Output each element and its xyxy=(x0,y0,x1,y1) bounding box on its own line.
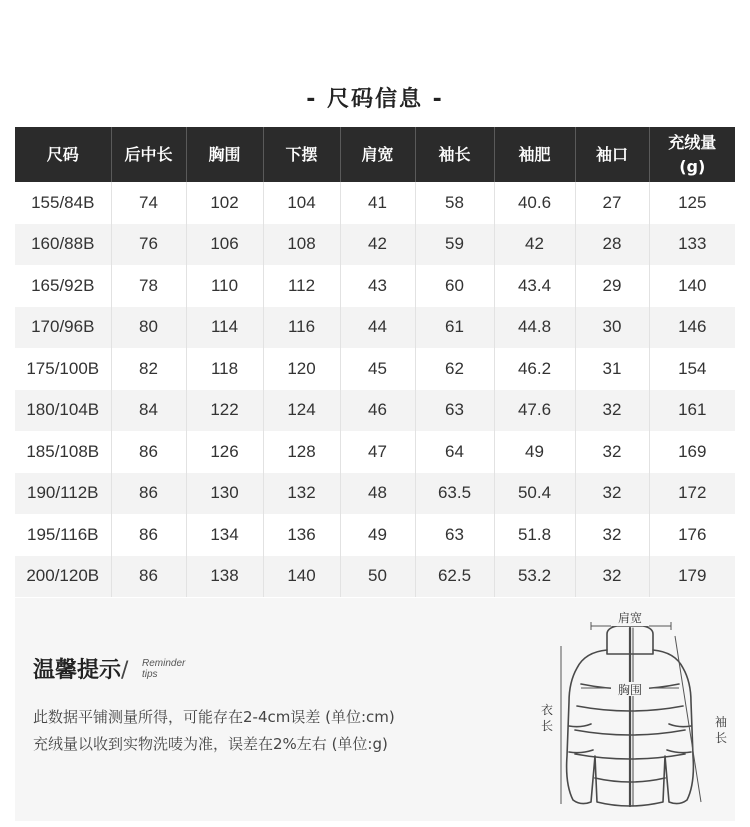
page-title: - 尺码信息 - xyxy=(306,87,444,112)
header-fill-weight-unit: (g) xyxy=(679,156,706,176)
cell-fill-weight: 146 xyxy=(649,307,735,349)
shoulder-label: 肩宽 xyxy=(617,611,643,625)
sleeve-label-top: 袖 xyxy=(714,715,728,729)
cell-sleeve-length: 63.5 xyxy=(415,473,494,515)
table-row xyxy=(15,514,735,556)
cell-sleeve-width: 49 xyxy=(494,431,575,473)
cell-sleeve-width: 47.6 xyxy=(494,390,575,432)
jacket-quilt-line xyxy=(669,724,691,727)
cell-chest: 102 xyxy=(186,182,263,224)
cell-back-length: 86 xyxy=(111,556,186,598)
table-row xyxy=(15,265,735,307)
tips-title xyxy=(33,653,128,684)
cell-fill-weight: 176 xyxy=(649,514,735,556)
cell-hem: 128 xyxy=(263,431,340,473)
cell-shoulder: 47 xyxy=(340,431,415,473)
cell-sleeve-length: 60 xyxy=(415,265,494,307)
table-row xyxy=(15,431,735,473)
cell-chest: 138 xyxy=(186,556,263,598)
header-sleeve-width: 袖肥 xyxy=(494,127,575,182)
cell-fill-weight: 172 xyxy=(649,473,735,515)
sleeve-label-bottom: 长 xyxy=(714,731,728,745)
cell-cuff: 32 xyxy=(575,556,649,598)
tips-title-slash: / xyxy=(121,658,129,683)
cell-size: 185/108B xyxy=(15,431,111,473)
cell-chest: 118 xyxy=(186,348,263,390)
cell-fill-weight: 133 xyxy=(649,224,735,266)
cell-back-length: 80 xyxy=(111,307,186,349)
jacket-quilt-line xyxy=(569,750,593,753)
cell-back-length: 82 xyxy=(111,348,186,390)
cell-back-length: 86 xyxy=(111,431,186,473)
tips-box xyxy=(15,598,735,821)
cell-hem: 104 xyxy=(263,182,340,224)
tips-subtitle xyxy=(142,658,185,680)
cell-cuff: 32 xyxy=(575,473,649,515)
tips-title-text: 温馨提示 xyxy=(33,658,122,683)
cell-chest: 106 xyxy=(186,224,263,266)
cell-cuff: 29 xyxy=(575,265,649,307)
cell-sleeve-length: 59 xyxy=(415,224,494,266)
cell-fill-weight: 154 xyxy=(649,348,735,390)
cell-size: 160/88B xyxy=(15,224,111,266)
cell-shoulder: 48 xyxy=(340,473,415,515)
cell-cuff: 32 xyxy=(575,514,649,556)
header-shoulder: 肩宽 xyxy=(340,127,415,182)
table-body xyxy=(15,182,735,597)
cell-size: 175/100B xyxy=(15,348,111,390)
header-chest: 胸围 xyxy=(186,127,263,182)
cell-sleeve-width: 51.8 xyxy=(494,514,575,556)
jacket-quilt-line xyxy=(667,750,691,753)
cell-hem: 112 xyxy=(263,265,340,307)
cell-cuff: 31 xyxy=(575,348,649,390)
cell-size: 195/116B xyxy=(15,514,111,556)
table-row xyxy=(15,224,735,266)
cell-shoulder: 44 xyxy=(340,307,415,349)
table-row xyxy=(15,556,735,598)
cell-sleeve-width: 43.4 xyxy=(494,265,575,307)
cell-size: 200/120B xyxy=(15,556,111,598)
cell-fill-weight: 169 xyxy=(649,431,735,473)
table-header-row xyxy=(15,127,735,182)
cell-sleeve-length: 64 xyxy=(415,431,494,473)
cell-chest: 126 xyxy=(186,431,263,473)
cell-cuff: 28 xyxy=(575,224,649,266)
length-label-top: 衣 xyxy=(540,703,554,717)
cell-size: 170/96B xyxy=(15,307,111,349)
sleeve-measure-line xyxy=(675,636,701,802)
cell-shoulder: 46 xyxy=(340,390,415,432)
cell-fill-weight: 140 xyxy=(649,265,735,307)
cell-hem: 120 xyxy=(263,348,340,390)
header-cuff: 袖口 xyxy=(575,127,649,182)
cell-back-length: 78 xyxy=(111,265,186,307)
cell-fill-weight: 179 xyxy=(649,556,735,598)
cell-back-length: 86 xyxy=(111,514,186,556)
header-fill-weight xyxy=(649,127,735,182)
tips-subtitle-line2: tips xyxy=(142,669,158,680)
header-size: 尺码 xyxy=(15,127,111,182)
cell-size: 180/104B xyxy=(15,390,111,432)
cell-cuff: 32 xyxy=(575,390,649,432)
cell-shoulder: 41 xyxy=(340,182,415,224)
size-table xyxy=(15,127,735,597)
cell-cuff: 27 xyxy=(575,182,649,224)
header-sleeve-length: 袖长 xyxy=(415,127,494,182)
jacket-quilt-line xyxy=(569,724,591,727)
cell-sleeve-length: 63 xyxy=(415,514,494,556)
cell-size: 165/92B xyxy=(15,265,111,307)
cell-sleeve-width: 53.2 xyxy=(494,556,575,598)
cell-chest: 110 xyxy=(186,265,263,307)
cell-hem: 136 xyxy=(263,514,340,556)
tips-note-measurement: 此数据平铺测量所得，可能存在2-4cm误差 (单位:cm) xyxy=(33,708,395,726)
cell-hem: 132 xyxy=(263,473,340,515)
cell-chest: 134 xyxy=(186,514,263,556)
table-row xyxy=(15,348,735,390)
tips-subtitle-line1: Reminder xyxy=(142,658,186,669)
tips-note-fill-weight: 充绒量以收到实物洗唛为准，误差在2%左右 (单位:g) xyxy=(33,735,388,753)
cell-hem: 116 xyxy=(263,307,340,349)
header-back-length: 后中长 xyxy=(111,127,186,182)
cell-cuff: 30 xyxy=(575,307,649,349)
header-fill-weight-label: 充绒量 xyxy=(668,132,717,152)
cell-sleeve-width: 40.6 xyxy=(494,182,575,224)
cell-size: 190/112B xyxy=(15,473,111,515)
cell-sleeve-length: 58 xyxy=(415,182,494,224)
cell-sleeve-length: 62 xyxy=(415,348,494,390)
cell-chest: 130 xyxy=(186,473,263,515)
cell-hem: 108 xyxy=(263,224,340,266)
cell-sleeve-width: 46.2 xyxy=(494,348,575,390)
cell-back-length: 76 xyxy=(111,224,186,266)
cell-sleeve-length: 62.5 xyxy=(415,556,494,598)
cell-fill-weight: 161 xyxy=(649,390,735,432)
cell-back-length: 74 xyxy=(111,182,186,224)
header-hem: 下摆 xyxy=(263,127,340,182)
jacket-measurement-diagram xyxy=(525,606,735,816)
cell-hem: 124 xyxy=(263,390,340,432)
cell-back-length: 84 xyxy=(111,390,186,432)
cell-chest: 114 xyxy=(186,307,263,349)
cell-sleeve-width: 42 xyxy=(494,224,575,266)
cell-sleeve-length: 61 xyxy=(415,307,494,349)
cell-sleeve-length: 63 xyxy=(415,390,494,432)
cell-hem: 140 xyxy=(263,556,340,598)
table-row xyxy=(15,307,735,349)
cell-sleeve-width: 50.4 xyxy=(494,473,575,515)
cell-sleeve-width: 44.8 xyxy=(494,307,575,349)
table-row xyxy=(15,182,735,224)
chest-label: 胸围 xyxy=(617,683,643,697)
cell-shoulder: 42 xyxy=(340,224,415,266)
table-row xyxy=(15,473,735,515)
cell-shoulder: 49 xyxy=(340,514,415,556)
cell-chest: 122 xyxy=(186,390,263,432)
cell-size: 155/84B xyxy=(15,182,111,224)
length-label-bottom: 长 xyxy=(540,719,554,733)
cell-shoulder: 45 xyxy=(340,348,415,390)
cell-back-length: 86 xyxy=(111,473,186,515)
cell-cuff: 32 xyxy=(575,431,649,473)
cell-shoulder: 43 xyxy=(340,265,415,307)
cell-shoulder: 50 xyxy=(340,556,415,598)
cell-fill-weight: 125 xyxy=(649,182,735,224)
table-row xyxy=(15,390,735,432)
